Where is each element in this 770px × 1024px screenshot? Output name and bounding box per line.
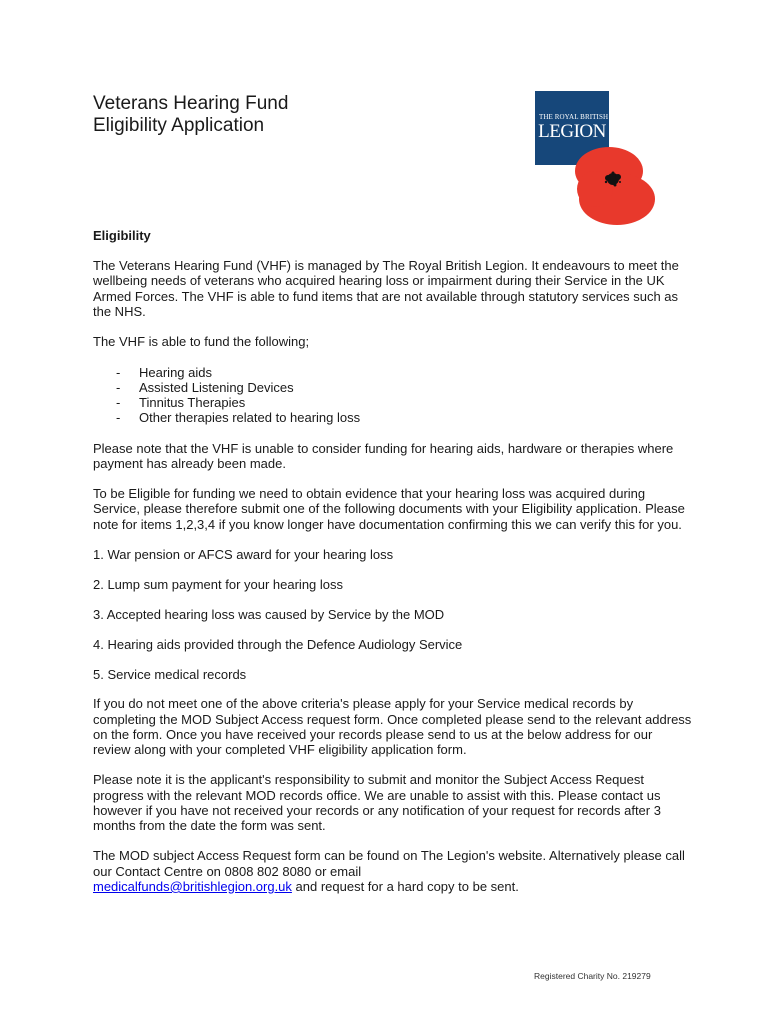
intro-paragraph: The Veterans Hearing Fund (VHF) is managed by The Royal British Legion. It endeavours to meet the wellbeing needs of veterans who acquired hearing loss or impairment during their Service in the UK Armed Forces. The VHF is able to fund items that are not available through statutory services such as the NHS. [93,258,679,319]
logo-small-text: THE ROYAL BRITISH [539,113,609,121]
list-item [93,410,693,425]
email-link[interactable]: medicalfunds@britishlegion.org.uk [93,878,292,894]
fund-lead-paragraph: The VHF is able to fund the following; [93,334,310,350]
section-heading: Eligibility [93,228,151,243]
title-line-1: Veterans Hearing Fund [93,93,289,114]
bullet-dash: - [116,379,121,395]
charity-number: Registered Charity No. 219279 [534,971,651,981]
list-item [93,380,693,395]
responsibility-note-paragraph: Please note it is the applicant's responsibility to submit and monitor the Subject Access Request progress with the relevant MOD records office. We are unable to assist with this. Please contact us however if you have not received your records or any notification of your request for records after 3 months from the date the form was sent. [93,772,661,834]
document-title [93,93,288,137]
document-item: 5. Service medical records [93,666,247,682]
evidence-intro-paragraph: To be Eligible for funding we need to obtain evidence that your hearing loss was acquired during Service, please therefore submit one of the following documents with your Eligibility application. Please note for items 1,2,3,4 if you know longer have documentation confirming this we can verify this for you. [93,486,685,532]
contact-text: The MOD subject Access Request form can be found on The Legion's website. Alternatively please call our Contact Centre on 0808 802 8080 or email [93,848,685,879]
bullet-dash: - [116,364,121,380]
logo-big-text: LEGION [538,121,606,142]
fund-items-list [93,365,693,426]
documents-list [93,547,693,682]
criteria-note-paragraph: If you do not meet one of the above criteria's please apply for your Service medical records by completing the MOD Subject Access request form. Once completed please send to the relevant address on the form. Once you have received your records please send to us at the below address for our review along with your completed VHF eligibility application form. [93,696,692,758]
bullet-dash: - [116,410,121,426]
contact-paragraph [93,848,693,894]
bullet-dash: - [116,395,121,410]
document-item: 3. Accepted hearing loss was caused by Service by the MOD [93,606,445,622]
list-item [93,395,693,410]
document-item: 2. Lump sum payment for your hearing loss [93,576,344,592]
payment-note-paragraph: Please note that the VHF is unable to consider funding for hearing aids, hardware or therapies where payment has already been made. [93,440,674,471]
document-body [93,228,693,909]
document-item: 4. Hearing aids provided through the Defence Audiology Service [93,636,463,652]
royal-british-legion-logo [535,91,665,231]
list-item-text: Other therapies related to hearing loss [139,410,361,426]
list-item-text: Tinnitus Therapies [139,395,246,410]
document-item: 1. War pension or AFCS award for your hearing loss [93,546,394,562]
list-item [93,365,693,380]
list-item-text: Hearing aids [139,364,212,380]
poppy-icon [573,145,659,227]
contact-text-end: and request for a hard copy to be sent. [291,878,519,894]
title-line-2: Eligibility Application [93,115,265,136]
list-item-text: Assisted Listening Devices [139,379,294,395]
